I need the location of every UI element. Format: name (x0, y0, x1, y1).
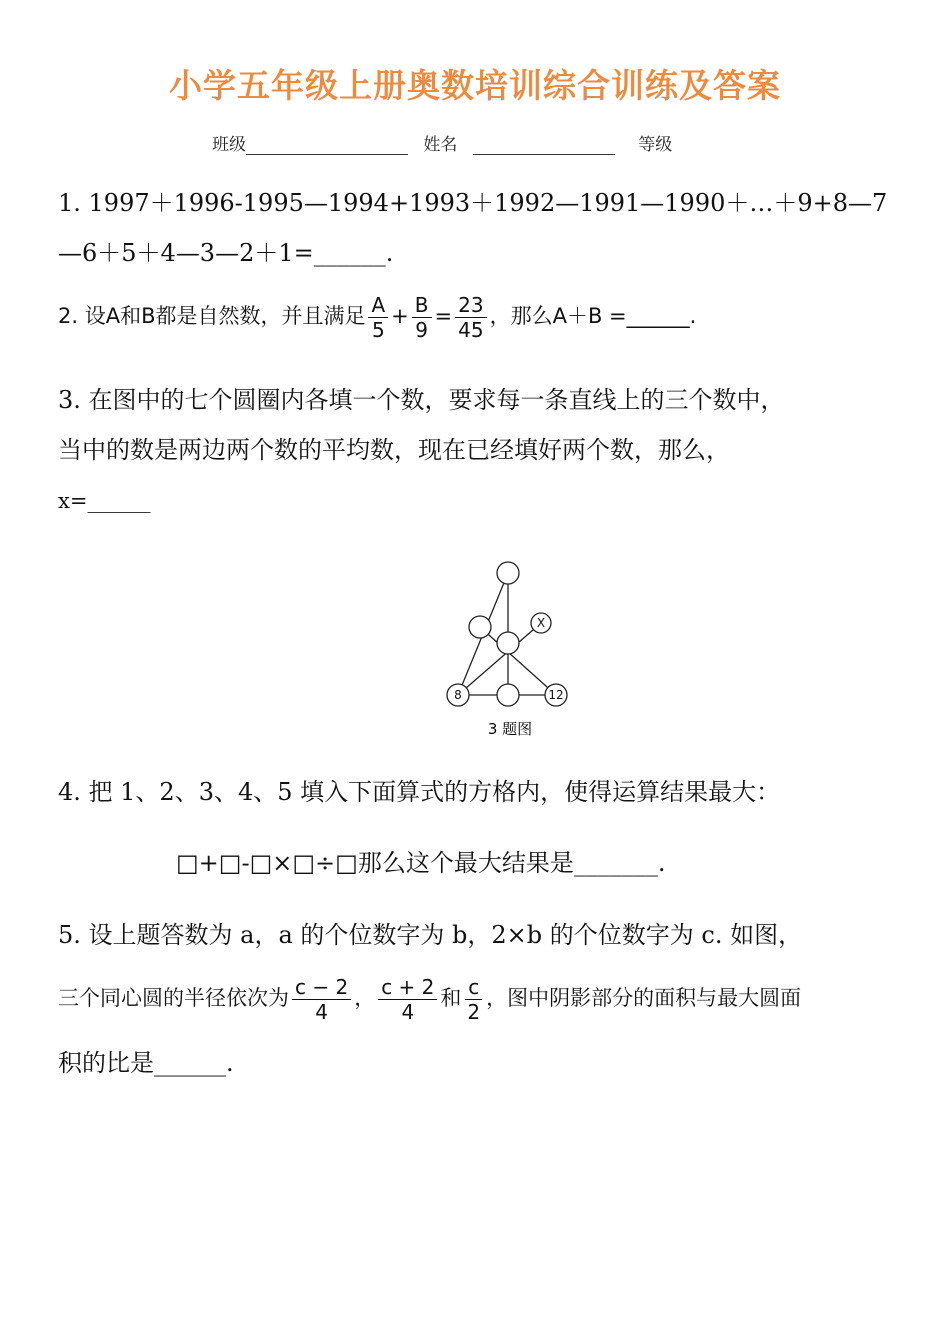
question-2-suffix: ，那么A＋B =______. (489, 304, 697, 328)
fraction-23-over-45: $\frac{23}{45}$ (455, 295, 486, 340)
question-5-prefix: 三个同心圆的半径依次为 (58, 986, 289, 1010)
circle-top (497, 562, 519, 584)
question-1-line-1: 1. 1997＋1996-1995—1994+1993＋1992—1991—1990＋…＋9+8—7 (58, 189, 888, 217)
fraction-a-over-5: $\frac{A}{5}$ (368, 295, 388, 340)
fraction-c-minus-2-over-4: $\frac{c - 2}{4}$ (292, 977, 351, 1022)
circle-bottom-mid (497, 684, 519, 706)
plus-sign: + (391, 304, 409, 328)
question-4-line-1: 4. 把 1、2、3、4、5 填入下面算式的方格内，使得运算结果最大： (58, 778, 781, 806)
question-1-line-2: —6＋5＋4—3—2＋1=______. (58, 239, 394, 267)
question-5-line-1: 5. 设上题答数为 a，a 的个位数字为 b，2×b 的个位数字为 c. 如图， (58, 921, 803, 949)
question-5-line-3: 积的比是______. (58, 1049, 234, 1077)
question-4-line-2: □+□-□×□÷□那么这个最大结果是_______. (176, 849, 666, 877)
equals-sign: = (434, 304, 453, 328)
figure-x-label: X (536, 616, 546, 630)
question-3-line-2: 当中的数是两边两个数的平均数，现在已经填好两个数，那么， (58, 436, 730, 464)
name-blank (473, 136, 615, 155)
figure-caption: 3 题图 (487, 720, 533, 738)
and-word: 和 (440, 986, 462, 1010)
fraction-c-plus-2-over-4: $\frac{c + 2}{4}$ (378, 977, 437, 1022)
circle-puzzle-figure (440, 557, 580, 743)
circle-center (497, 632, 519, 654)
question-5-line-2 (58, 970, 801, 1026)
question-2 (58, 288, 696, 344)
figure-line-left-to-x (458, 623, 541, 695)
student-info-row (212, 130, 672, 155)
question-3-line-1: 3. 在图中的七个圆圈内各填一个数，要求每一条直线上的三个数中， (58, 386, 785, 414)
comma: ， (354, 986, 376, 1010)
fraction-c-over-2: $\frac{c}{2}$ (464, 977, 483, 1022)
class-label: 班级 (212, 135, 246, 155)
fraction-b-over-9: $\frac{B}{9}$ (412, 295, 432, 340)
page-title: 小学五年级上册奥数培训综合训练及答案 (169, 66, 781, 105)
class-blank (246, 136, 408, 155)
question-5-suffix: ，图中阴影部分的面积与最大圆面 (486, 986, 802, 1010)
circle-mid-left (469, 616, 491, 638)
grade-label: 等级 (638, 135, 673, 155)
question-3-line-3: x=______ (58, 489, 151, 513)
name-label: 姓名 (423, 135, 458, 155)
question-2-prefix: 2. 设A和B都是自然数，并且满足 (58, 304, 366, 328)
figure-value-8: 8 (454, 688, 462, 702)
figure-value-12: 12 (548, 688, 564, 702)
